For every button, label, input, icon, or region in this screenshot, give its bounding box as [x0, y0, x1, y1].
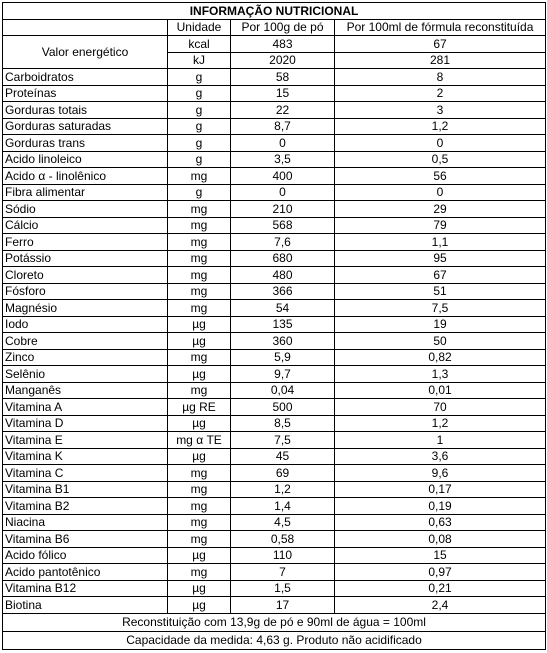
- nutrient-name: Fibra alimentar: [3, 184, 168, 201]
- nutrient-unit: µg: [168, 415, 231, 432]
- nutrient-per100ml: 2: [335, 85, 546, 102]
- nutrient-per100ml: 2,4: [335, 597, 546, 614]
- nutrient-per100g: 15: [231, 85, 335, 102]
- nutrient-name: Magnésio: [3, 300, 168, 317]
- nutrient-per100ml: 0,82: [335, 349, 546, 366]
- nutrient-per100g: 45: [231, 448, 335, 465]
- nutrient-name: Biotina: [3, 597, 168, 614]
- energy-per100g: 2020: [231, 52, 335, 69]
- footer-note: Reconstituição com 13,9g de pó e 90ml de água = 100ml: [3, 613, 546, 631]
- nutrient-unit: mg: [168, 267, 231, 284]
- nutrient-unit: mg: [168, 201, 231, 218]
- nutrient-per100ml: 56: [335, 168, 546, 185]
- table-row: [3, 300, 546, 317]
- nutrient-per100g: 568: [231, 217, 335, 234]
- table-row: [3, 234, 546, 251]
- nutrient-per100g: 500: [231, 399, 335, 416]
- nutrient-per100ml: 1: [335, 432, 546, 449]
- nutrient-per100ml: 0,17: [335, 481, 546, 498]
- nutrient-name: Iodo: [3, 316, 168, 333]
- nutrient-per100g: 8,7: [231, 118, 335, 135]
- nutrient-unit: µg: [168, 547, 231, 564]
- nutrient-unit: µg: [168, 597, 231, 614]
- nutrient-per100g: 0: [231, 135, 335, 152]
- nutrient-unit: mg: [168, 564, 231, 581]
- nutrient-per100ml: 1,3: [335, 366, 546, 383]
- nutrition-table: [2, 2, 546, 650]
- nutrient-per100g: 54: [231, 300, 335, 317]
- table-row: [3, 118, 546, 135]
- table-row: [3, 184, 546, 201]
- nutrient-unit: g: [168, 102, 231, 119]
- nutrient-name: Niacina: [3, 514, 168, 531]
- table-row: [3, 168, 546, 185]
- nutrient-per100ml: 0: [335, 184, 546, 201]
- table-row: [3, 283, 546, 300]
- nutrient-per100g: 0: [231, 184, 335, 201]
- nutrient-per100g: 4,5: [231, 514, 335, 531]
- nutrient-name: Selênio: [3, 366, 168, 383]
- nutrient-unit: mg: [168, 531, 231, 548]
- nutrient-unit: mg: [168, 300, 231, 317]
- nutrient-unit: g: [168, 135, 231, 152]
- table-row: [3, 201, 546, 218]
- nutrient-name: Gorduras saturadas: [3, 118, 168, 135]
- table-row: [3, 564, 546, 581]
- table-row: [3, 250, 546, 267]
- nutrient-per100ml: 0,97: [335, 564, 546, 581]
- nutrient-per100ml: 3,6: [335, 448, 546, 465]
- nutrient-name: Vitamina D: [3, 415, 168, 432]
- energy-per100g: 483: [231, 36, 335, 53]
- nutrient-unit: µg RE: [168, 399, 231, 416]
- nutrient-per100ml: 0,01: [335, 382, 546, 399]
- nutrient-per100g: 9,7: [231, 366, 335, 383]
- energy-per100ml: 281: [335, 52, 546, 69]
- energy-label: Valor energético: [3, 36, 168, 69]
- table-row: [3, 69, 546, 86]
- nutrient-name: Proteínas: [3, 85, 168, 102]
- nutrient-per100ml: 7,5: [335, 300, 546, 317]
- table-row: [3, 349, 546, 366]
- title-row: [3, 3, 546, 20]
- nutrient-unit: mg: [168, 234, 231, 251]
- nutrient-per100g: 7,5: [231, 432, 335, 449]
- nutrient-name: Zinco: [3, 349, 168, 366]
- nutrient-name: Vitamina A: [3, 399, 168, 416]
- nutrient-per100g: 22: [231, 102, 335, 119]
- nutrient-per100ml: 95: [335, 250, 546, 267]
- table-row: [3, 448, 546, 465]
- nutrient-name: Vitamina B2: [3, 498, 168, 515]
- nutrient-name: Manganês: [3, 382, 168, 399]
- nutrient-unit: mg: [168, 514, 231, 531]
- nutrient-per100g: 0,04: [231, 382, 335, 399]
- nutrient-per100g: 0,58: [231, 531, 335, 548]
- nutrient-name: Acido fólico: [3, 547, 168, 564]
- nutrient-name: Potássio: [3, 250, 168, 267]
- table-row: [3, 547, 546, 564]
- nutrient-per100ml: 0,63: [335, 514, 546, 531]
- energy-per100ml: 67: [335, 36, 546, 53]
- nutrient-unit: µg: [168, 580, 231, 597]
- energy-unit: kcal: [168, 36, 231, 53]
- header-unit: Unidade: [168, 19, 231, 36]
- table-row: [3, 481, 546, 498]
- header-blank: [3, 19, 168, 36]
- nutrient-unit: mg: [168, 217, 231, 234]
- table-row: [3, 399, 546, 416]
- table-row: [3, 333, 546, 350]
- nutrient-per100ml: 29: [335, 201, 546, 218]
- nutrient-name: Cobre: [3, 333, 168, 350]
- table-row: [3, 597, 546, 614]
- nutrient-unit: mg: [168, 481, 231, 498]
- nutrient-per100ml: 0,5: [335, 151, 546, 168]
- nutrient-unit: mg: [168, 382, 231, 399]
- table-row: [3, 382, 546, 399]
- table-row: [3, 217, 546, 234]
- nutrient-per100g: 110: [231, 547, 335, 564]
- nutrient-unit: mg: [168, 498, 231, 515]
- nutrient-per100ml: 19: [335, 316, 546, 333]
- nutrient-unit: µg: [168, 448, 231, 465]
- nutrition-table-body: [3, 3, 546, 650]
- nutrient-name: Gorduras trans: [3, 135, 168, 152]
- nutrient-per100ml: 1,1: [335, 234, 546, 251]
- table-row: [3, 415, 546, 432]
- nutrient-per100g: 17: [231, 597, 335, 614]
- nutrient-name: Carboidratos: [3, 69, 168, 86]
- nutrient-per100ml: 15: [335, 547, 546, 564]
- nutrient-unit: µg: [168, 366, 231, 383]
- nutrient-name: Vitamina C: [3, 465, 168, 482]
- nutrient-unit: mg: [168, 349, 231, 366]
- nutrient-per100ml: 50: [335, 333, 546, 350]
- table-row: [3, 432, 546, 449]
- nutrient-per100ml: 9,6: [335, 465, 546, 482]
- nutrient-per100ml: 70: [335, 399, 546, 416]
- table-row: [3, 316, 546, 333]
- table-row: [3, 85, 546, 102]
- table-row: [3, 267, 546, 284]
- nutrient-unit: g: [168, 69, 231, 86]
- nutrient-name: Fósforo: [3, 283, 168, 300]
- nutrient-per100g: 366: [231, 283, 335, 300]
- nutrient-unit: µg: [168, 333, 231, 350]
- nutrient-per100g: 7: [231, 564, 335, 581]
- nutrient-unit: g: [168, 151, 231, 168]
- nutrient-per100g: 400: [231, 168, 335, 185]
- nutrient-per100ml: 0,21: [335, 580, 546, 597]
- nutrient-per100g: 3,5: [231, 151, 335, 168]
- nutrient-per100g: 360: [231, 333, 335, 350]
- header-row: [3, 19, 546, 36]
- nutrient-per100ml: 0,19: [335, 498, 546, 515]
- nutrient-name: Vitamina E: [3, 432, 168, 449]
- nutrient-name: Vitamina K: [3, 448, 168, 465]
- nutrient-name: Vitamina B1: [3, 481, 168, 498]
- table-row: [3, 151, 546, 168]
- nutrient-unit: µg: [168, 316, 231, 333]
- energy-unit: kJ: [168, 52, 231, 69]
- table-row: [3, 366, 546, 383]
- nutrient-unit: mg: [168, 283, 231, 300]
- nutrient-per100g: 680: [231, 250, 335, 267]
- nutrient-unit: mg α TE: [168, 432, 231, 449]
- nutrient-name: Acido linoleico: [3, 151, 168, 168]
- footer-row: [3, 631, 546, 649]
- nutrient-unit: g: [168, 118, 231, 135]
- nutrient-name: Sódio: [3, 201, 168, 218]
- nutrient-per100g: 7,6: [231, 234, 335, 251]
- nutrient-unit: g: [168, 85, 231, 102]
- nutrient-name: Cálcio: [3, 217, 168, 234]
- nutrient-name: Vitamina B12: [3, 580, 168, 597]
- nutrient-per100ml: 0,08: [335, 531, 546, 548]
- footer-note: Capacidade da medida: 4,63 g. Produto não acidificado: [3, 631, 546, 649]
- nutrient-per100ml: 3: [335, 102, 546, 119]
- nutrient-per100g: 1,4: [231, 498, 335, 515]
- nutrient-per100g: 8,5: [231, 415, 335, 432]
- nutrient-per100ml: 51: [335, 283, 546, 300]
- nutrient-per100g: 480: [231, 267, 335, 284]
- nutrient-name: Acido pantotênico: [3, 564, 168, 581]
- nutrient-per100g: 58: [231, 69, 335, 86]
- nutrient-per100g: 210: [231, 201, 335, 218]
- header-per100g: Por 100g de pó: [231, 19, 335, 36]
- nutrient-name: Ferro: [3, 234, 168, 251]
- nutrient-per100g: 1,5: [231, 580, 335, 597]
- header-per100ml: Por 100ml de fórmula reconstituída: [335, 19, 546, 36]
- nutrient-per100g: 5,9: [231, 349, 335, 366]
- nutrient-per100ml: 8: [335, 69, 546, 86]
- table-row: [3, 514, 546, 531]
- nutrient-per100ml: 67: [335, 267, 546, 284]
- nutrient-name: Gorduras totais: [3, 102, 168, 119]
- nutrient-name: Vitamina B6: [3, 531, 168, 548]
- nutrient-per100ml: 1,2: [335, 118, 546, 135]
- table-row: [3, 580, 546, 597]
- nutrient-unit: g: [168, 184, 231, 201]
- nutrient-per100g: 69: [231, 465, 335, 482]
- table-row: [3, 498, 546, 515]
- nutrient-per100ml: 0: [335, 135, 546, 152]
- nutrient-unit: mg: [168, 465, 231, 482]
- nutrient-unit: mg: [168, 168, 231, 185]
- table-row: [3, 102, 546, 119]
- nutrient-per100ml: 79: [335, 217, 546, 234]
- nutrient-name: Acido α - linolênico: [3, 168, 168, 185]
- table-row: [3, 531, 546, 548]
- nutrient-per100g: 1,2: [231, 481, 335, 498]
- nutrient-per100g: 135: [231, 316, 335, 333]
- footer-row: [3, 613, 546, 631]
- energy-row-kcal: [3, 36, 546, 53]
- table-title: INFORMAÇÃO NUTRICIONAL: [3, 3, 546, 20]
- nutrient-name: Cloreto: [3, 267, 168, 284]
- table-row: [3, 135, 546, 152]
- nutrient-per100ml: 1,2: [335, 415, 546, 432]
- nutrient-unit: mg: [168, 250, 231, 267]
- table-row: [3, 465, 546, 482]
